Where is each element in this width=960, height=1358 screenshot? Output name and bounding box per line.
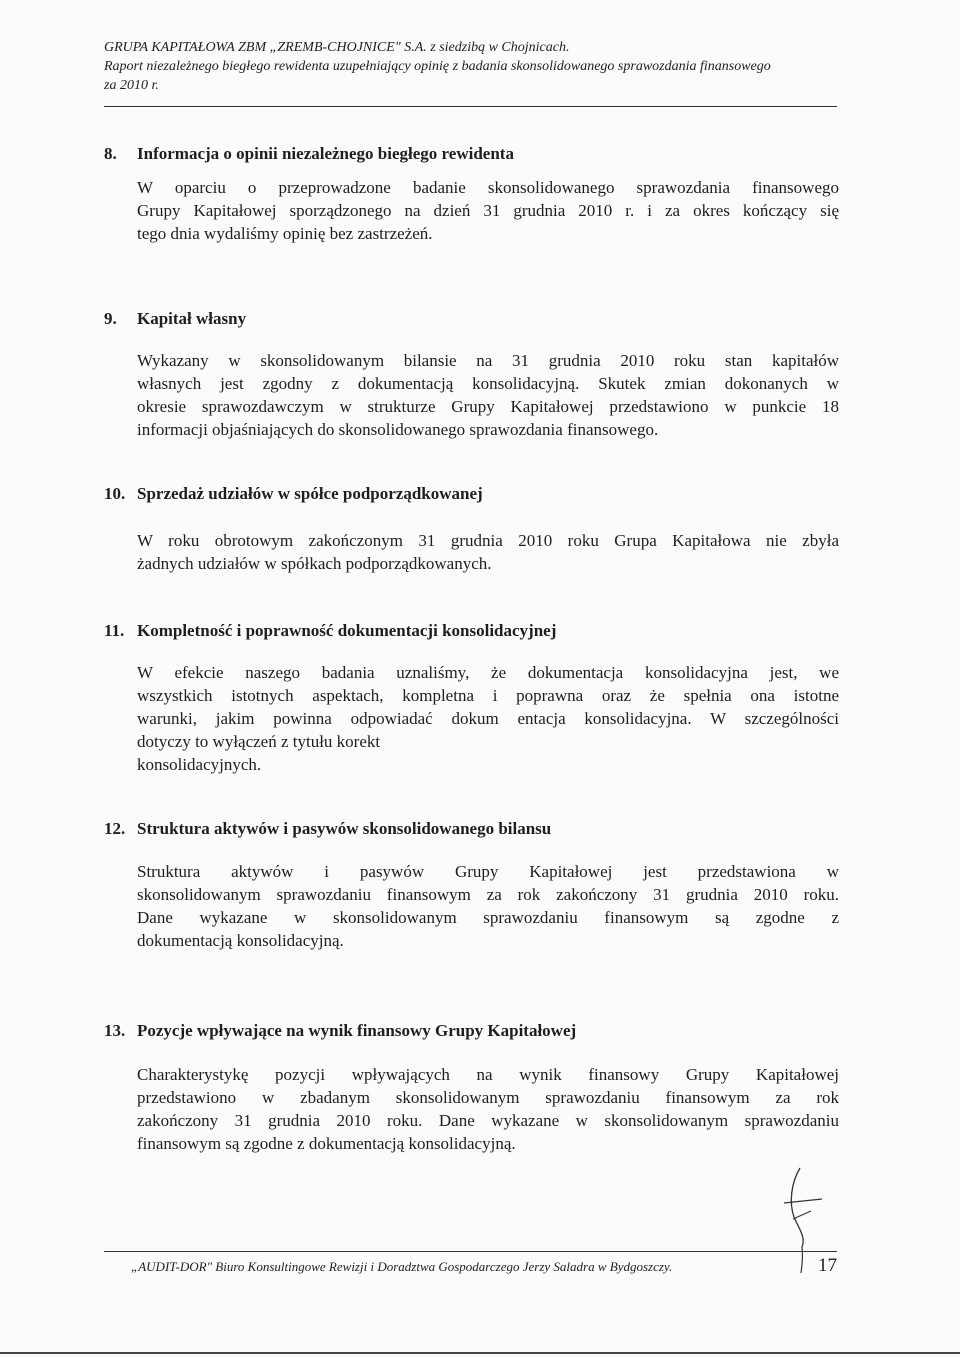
paragraph-line: zakończony 31 grudnia 2010 roku. Dane wykazane w skonsolidowanym sprawozdaniu (137, 1111, 839, 1130)
paragraph-line: tego dnia wydaliśmy opinię bez zastrzeżeń. (137, 224, 433, 243)
section-number: 11. (104, 621, 125, 640)
section-title: Kompletność i poprawność dokumentacji konsolidacyjnej (137, 621, 557, 640)
section-number: 12. (104, 819, 126, 838)
section-title: Informacja o opinii niezależnego biegłego rewidenta (137, 144, 514, 163)
section-12-body (137, 860, 839, 952)
section-title: Struktura aktywów i pasywów skonsolidowanego bilansu (137, 819, 552, 838)
section-number: 10. (104, 484, 126, 503)
footer-firm-name: „AUDIT-DOR" Biuro Konsultingowe Rewizji i Doradztwa Gospodarczego Jerzy Saladra w Bydgoszczy. (131, 1259, 673, 1274)
page-header (104, 38, 840, 95)
header-company-line: GRUPA KAPITAŁOWA ZBM „ZREMB-CHOJNICE" S.A. z siedzibą w Chojnicach. (104, 40, 570, 55)
scan-edge-line (0, 1352, 960, 1354)
section-number: 9. (104, 309, 117, 328)
section-11-heading (104, 620, 556, 642)
paragraph-line: finansowym są zgodne z dokumentacją konsolidacyjną. (137, 1134, 516, 1153)
paragraph-line: W efekcie naszego badania uznaliśmy, że dokumentacja konsolidacyjna jest, we (137, 663, 839, 682)
section-9-heading (104, 308, 246, 330)
section-13-heading (104, 1020, 576, 1042)
header-report-line: Raport niezależnego biegłego rewidenta uzupełniający opinię z badania skonsolidowanego sprawozdania finansowego (104, 59, 771, 74)
section-8-heading (104, 143, 514, 165)
paragraph-line: Struktura aktywów i pasywów Grupy Kapitałowej jest przedstawiona w (137, 862, 839, 881)
paragraph-line: W roku obrotowym zakończonym 31 grudnia 2010 roku Grupa Kapitałowa nie zbyła (137, 531, 839, 550)
paragraph-line: konsolidacyjnych. (137, 755, 262, 774)
section-number: 13. (104, 1021, 126, 1040)
footer-divider (104, 1251, 837, 1252)
header-divider (104, 106, 837, 107)
paragraph-line: W oparciu o przeprowadzone badanie skonsolidowanego sprawozdania finansowego (137, 178, 839, 197)
section-11-body (137, 661, 839, 776)
paragraph-line: informacji objaśniających do skonsolidowanego sprawozdania finansowego. (137, 420, 659, 439)
paragraph-line: dotyczy to wyłączeń z tytułu korekt (137, 732, 381, 751)
paragraph-line: Charakterystykę pozycji wpływających na wynik finansowy Grupy Kapitałowej (137, 1065, 839, 1084)
paragraph-line: Wykazany w skonsolidowanym bilansie na 31 grudnia 2010 roku stan kapitałów (137, 351, 839, 370)
page-number: 17 (818, 1255, 837, 1276)
header-year-line: za 2010 r. (104, 78, 159, 93)
section-9-body (137, 349, 839, 441)
paragraph-line: Grupy Kapitałowej sporządzonego na dzień 31 grudnia 2010 r. i za okres kończący się (137, 201, 839, 220)
section-10-body (137, 529, 839, 575)
paragraph-line: żadnych udziałów w spółkach podporządkowanych. (137, 554, 492, 573)
paragraph-line: Dane wykazane w skonsolidowanym sprawozdaniu finansowym są zgodne z (137, 908, 839, 927)
section-13-body (137, 1063, 839, 1155)
paragraph-line: własnych jest zgodny z dokumentacją konsolidacyjną. Skutek zmian dokonanych w (137, 374, 839, 393)
section-8-body (137, 176, 839, 245)
section-title: Sprzedaż udziałów w spółce podporządkowanej (137, 484, 483, 503)
paragraph-line: wszystkich istotnych aspektach, kompletna i poprawna oraz że spełnia ona istotne (137, 686, 839, 705)
paragraph-line: okresie sprawozdawczym w strukturze Grupy Kapitałowej przedstawiono w punkcie 18 (137, 397, 839, 416)
section-10-heading (104, 483, 483, 505)
section-title: Kapitał własny (137, 309, 247, 328)
paragraph-line: przedstawiono w zbadanym skonsolidowanym sprawozdaniu finansowym za rok (137, 1088, 839, 1107)
section-title: Pozycje wpływające na wynik finansowy Grupy Kapitałowej (137, 1021, 577, 1040)
section-12-heading (104, 818, 551, 840)
paragraph-line: warunki, jakim powinna odpowiadać dokum entacja konsolidacyjna. W szczególności (137, 709, 839, 728)
paragraph-line: dokumentacją konsolidacyjną. (137, 931, 344, 950)
section-number: 8. (104, 144, 117, 163)
paragraph-line: skonsolidowanym sprawozdaniu finansowym za rok zakończony 31 grudnia 2010 roku. (137, 885, 839, 904)
